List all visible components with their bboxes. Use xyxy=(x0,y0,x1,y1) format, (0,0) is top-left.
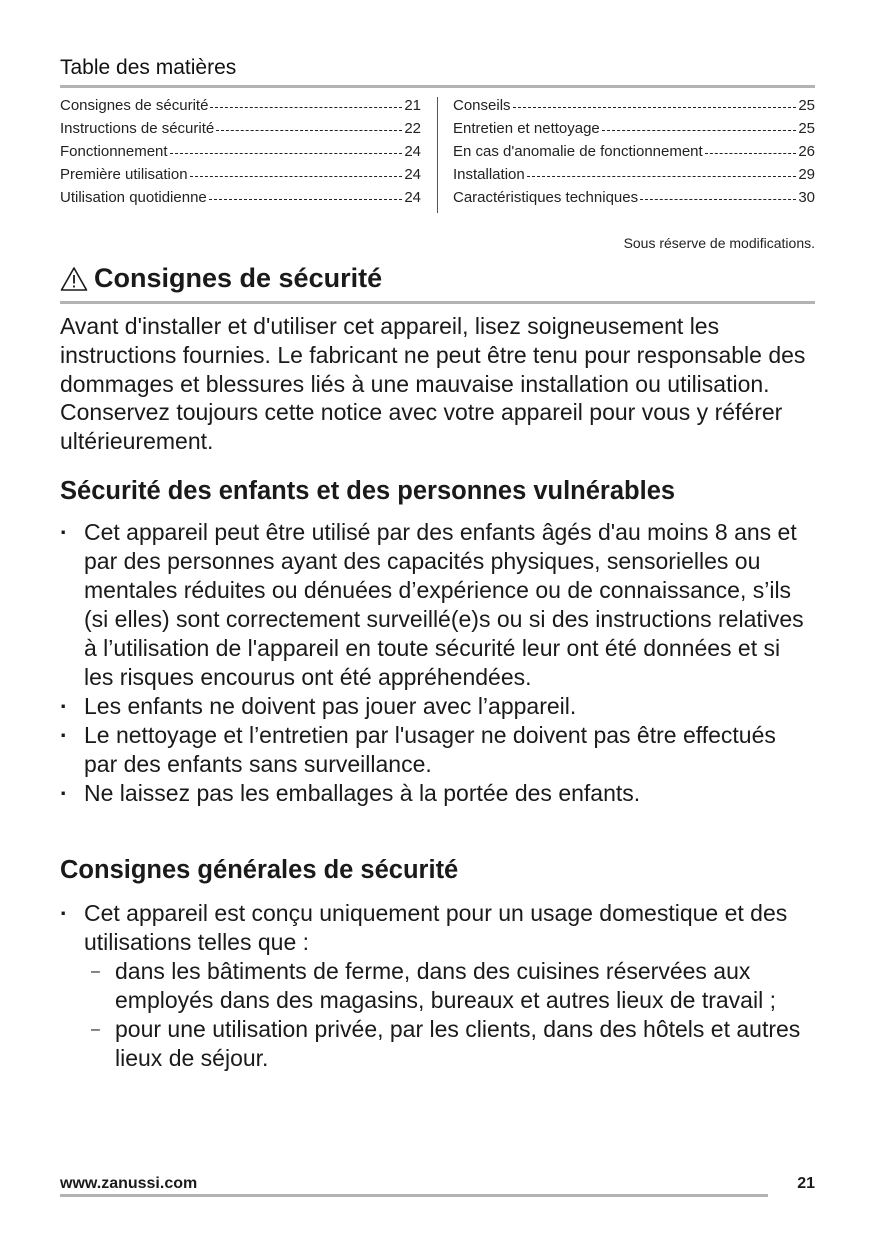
section-heading-children: Sécurité des enfants et des personnes vulnérables xyxy=(60,477,676,505)
list-item xyxy=(60,899,815,1073)
toc-entry-label: Utilisation quotidienne xyxy=(60,189,207,206)
toc-left-column xyxy=(60,97,421,212)
toc-entry[interactable] xyxy=(453,120,815,143)
toc-leader xyxy=(640,199,796,200)
sub-list-item: – pour une utilisation privée, par les clients, dans des hôtels et autres lieux de séjour. xyxy=(84,1015,815,1073)
toc-entry-page: 21 xyxy=(404,97,421,114)
toc-entry-label: Conseils xyxy=(453,97,511,114)
toc-entry[interactable] xyxy=(60,143,421,166)
toc-leader xyxy=(216,130,402,131)
toc-entry[interactable] xyxy=(60,120,421,143)
toc-entry-page: 25 xyxy=(798,120,815,137)
toc-entry-label: Caractéristiques techniques xyxy=(453,189,639,206)
footer-website-link[interactable]: www.zanussi.com xyxy=(60,1175,198,1192)
section-heading-general: Consignes générales de sécurité xyxy=(60,856,459,884)
toc-entry-page: 24 xyxy=(404,143,421,160)
toc-entry[interactable] xyxy=(453,143,815,166)
list-item-text: Cet appareil est conçu uniquement pour un usage domestique et des utilisations telles que : xyxy=(84,900,788,955)
modification-notice: Sous réserve de modifications. xyxy=(623,235,815,251)
toc-entry-label: Instructions de sécurité xyxy=(60,120,215,137)
list-item: · Les enfants ne doivent pas jouer avec l’appareil. xyxy=(60,692,815,721)
toc-entry-page: 30 xyxy=(798,189,815,206)
toc-entry-page: 24 xyxy=(404,189,421,206)
toc-entry-label: Installation xyxy=(453,166,525,183)
toc-entry-page: 26 xyxy=(798,143,815,160)
toc-entry[interactable] xyxy=(60,189,421,212)
toc-entry-page: 25 xyxy=(798,97,815,114)
children-safety-list xyxy=(60,518,815,808)
toc-leader xyxy=(209,199,403,200)
toc-entry-label: Consignes de sécurité xyxy=(60,97,209,114)
toc-entry-page: 29 xyxy=(798,166,815,183)
toc-entry-label: Première utilisation xyxy=(60,166,188,183)
toc-entry[interactable] xyxy=(60,166,421,189)
footer-page-number: 21 xyxy=(797,1175,815,1192)
general-safety-list xyxy=(60,899,815,1073)
list-item: · Ne laissez pas les emballages à la portée des enfants. xyxy=(60,779,815,808)
toc-entry-label: Fonctionnement xyxy=(60,143,168,160)
toc-leader xyxy=(210,107,402,108)
toc-leader xyxy=(527,176,797,177)
toc-entry[interactable] xyxy=(453,97,815,120)
toc-leader xyxy=(705,153,797,154)
toc-title: Table des matières xyxy=(60,56,237,79)
toc-entry[interactable] xyxy=(453,166,815,189)
toc-divider-rule xyxy=(60,85,815,88)
toc-leader xyxy=(513,107,797,108)
sub-list-item: – dans les bâtiments de ferme, dans des cuisines réservées aux employés dans des magasins, bureaux et autres lieux de travail ; xyxy=(84,957,815,1015)
safety-intro-paragraph: Avant d'installer et d'utiliser cet appareil, lisez soigneusement les instructions fournies. Le fabricant ne peut être tenu pour responsable des dommages et blessures liés à une mauvaise installation ou utilisation. Conservez toujours cette notice avec votre appareil pour vous y référer ultérieurement. xyxy=(60,313,806,455)
list-item: · Cet appareil peut être utilisé par des enfants âgés d'au moins 8 ans et par des personnes ayant des capacités physiques, sensorielles ou mentales réduites ou dénuées d’expérience ou de connaissance, s’ils (si elles) sont correctement surveillé(e)s ou si des instructions relatives à l’utilisation de l'appareil en toute sécurité leur ont été données et si les risques encourus ont été appréhendées. xyxy=(60,518,815,692)
toc-entry[interactable] xyxy=(453,189,815,212)
toc-entry-page: 22 xyxy=(404,120,421,137)
footer-rule xyxy=(60,1194,768,1197)
warning-triangle-icon xyxy=(60,266,88,292)
toc-column-divider xyxy=(437,97,438,213)
list-item: · Le nettoyage et l’entretien par l'usager ne doivent pas être effectués par des enfants sans surveillance. xyxy=(60,721,815,779)
toc-entry-page: 24 xyxy=(404,166,421,183)
section-heading-safety-text: Consignes de sécurité xyxy=(94,263,383,293)
toc-entry[interactable] xyxy=(60,97,421,120)
toc-leader xyxy=(190,176,403,177)
toc-entry-label: Entretien et nettoyage xyxy=(453,120,600,137)
toc-right-column xyxy=(453,97,815,212)
general-safety-sublist xyxy=(84,957,815,1073)
manual-page xyxy=(60,0,815,1241)
section-heading-rule xyxy=(60,301,815,304)
toc-entry-label: En cas d'anomalie de fonctionnement xyxy=(453,143,703,160)
toc-leader xyxy=(170,153,403,154)
toc-leader xyxy=(602,130,797,131)
section-heading-safety xyxy=(60,263,382,294)
